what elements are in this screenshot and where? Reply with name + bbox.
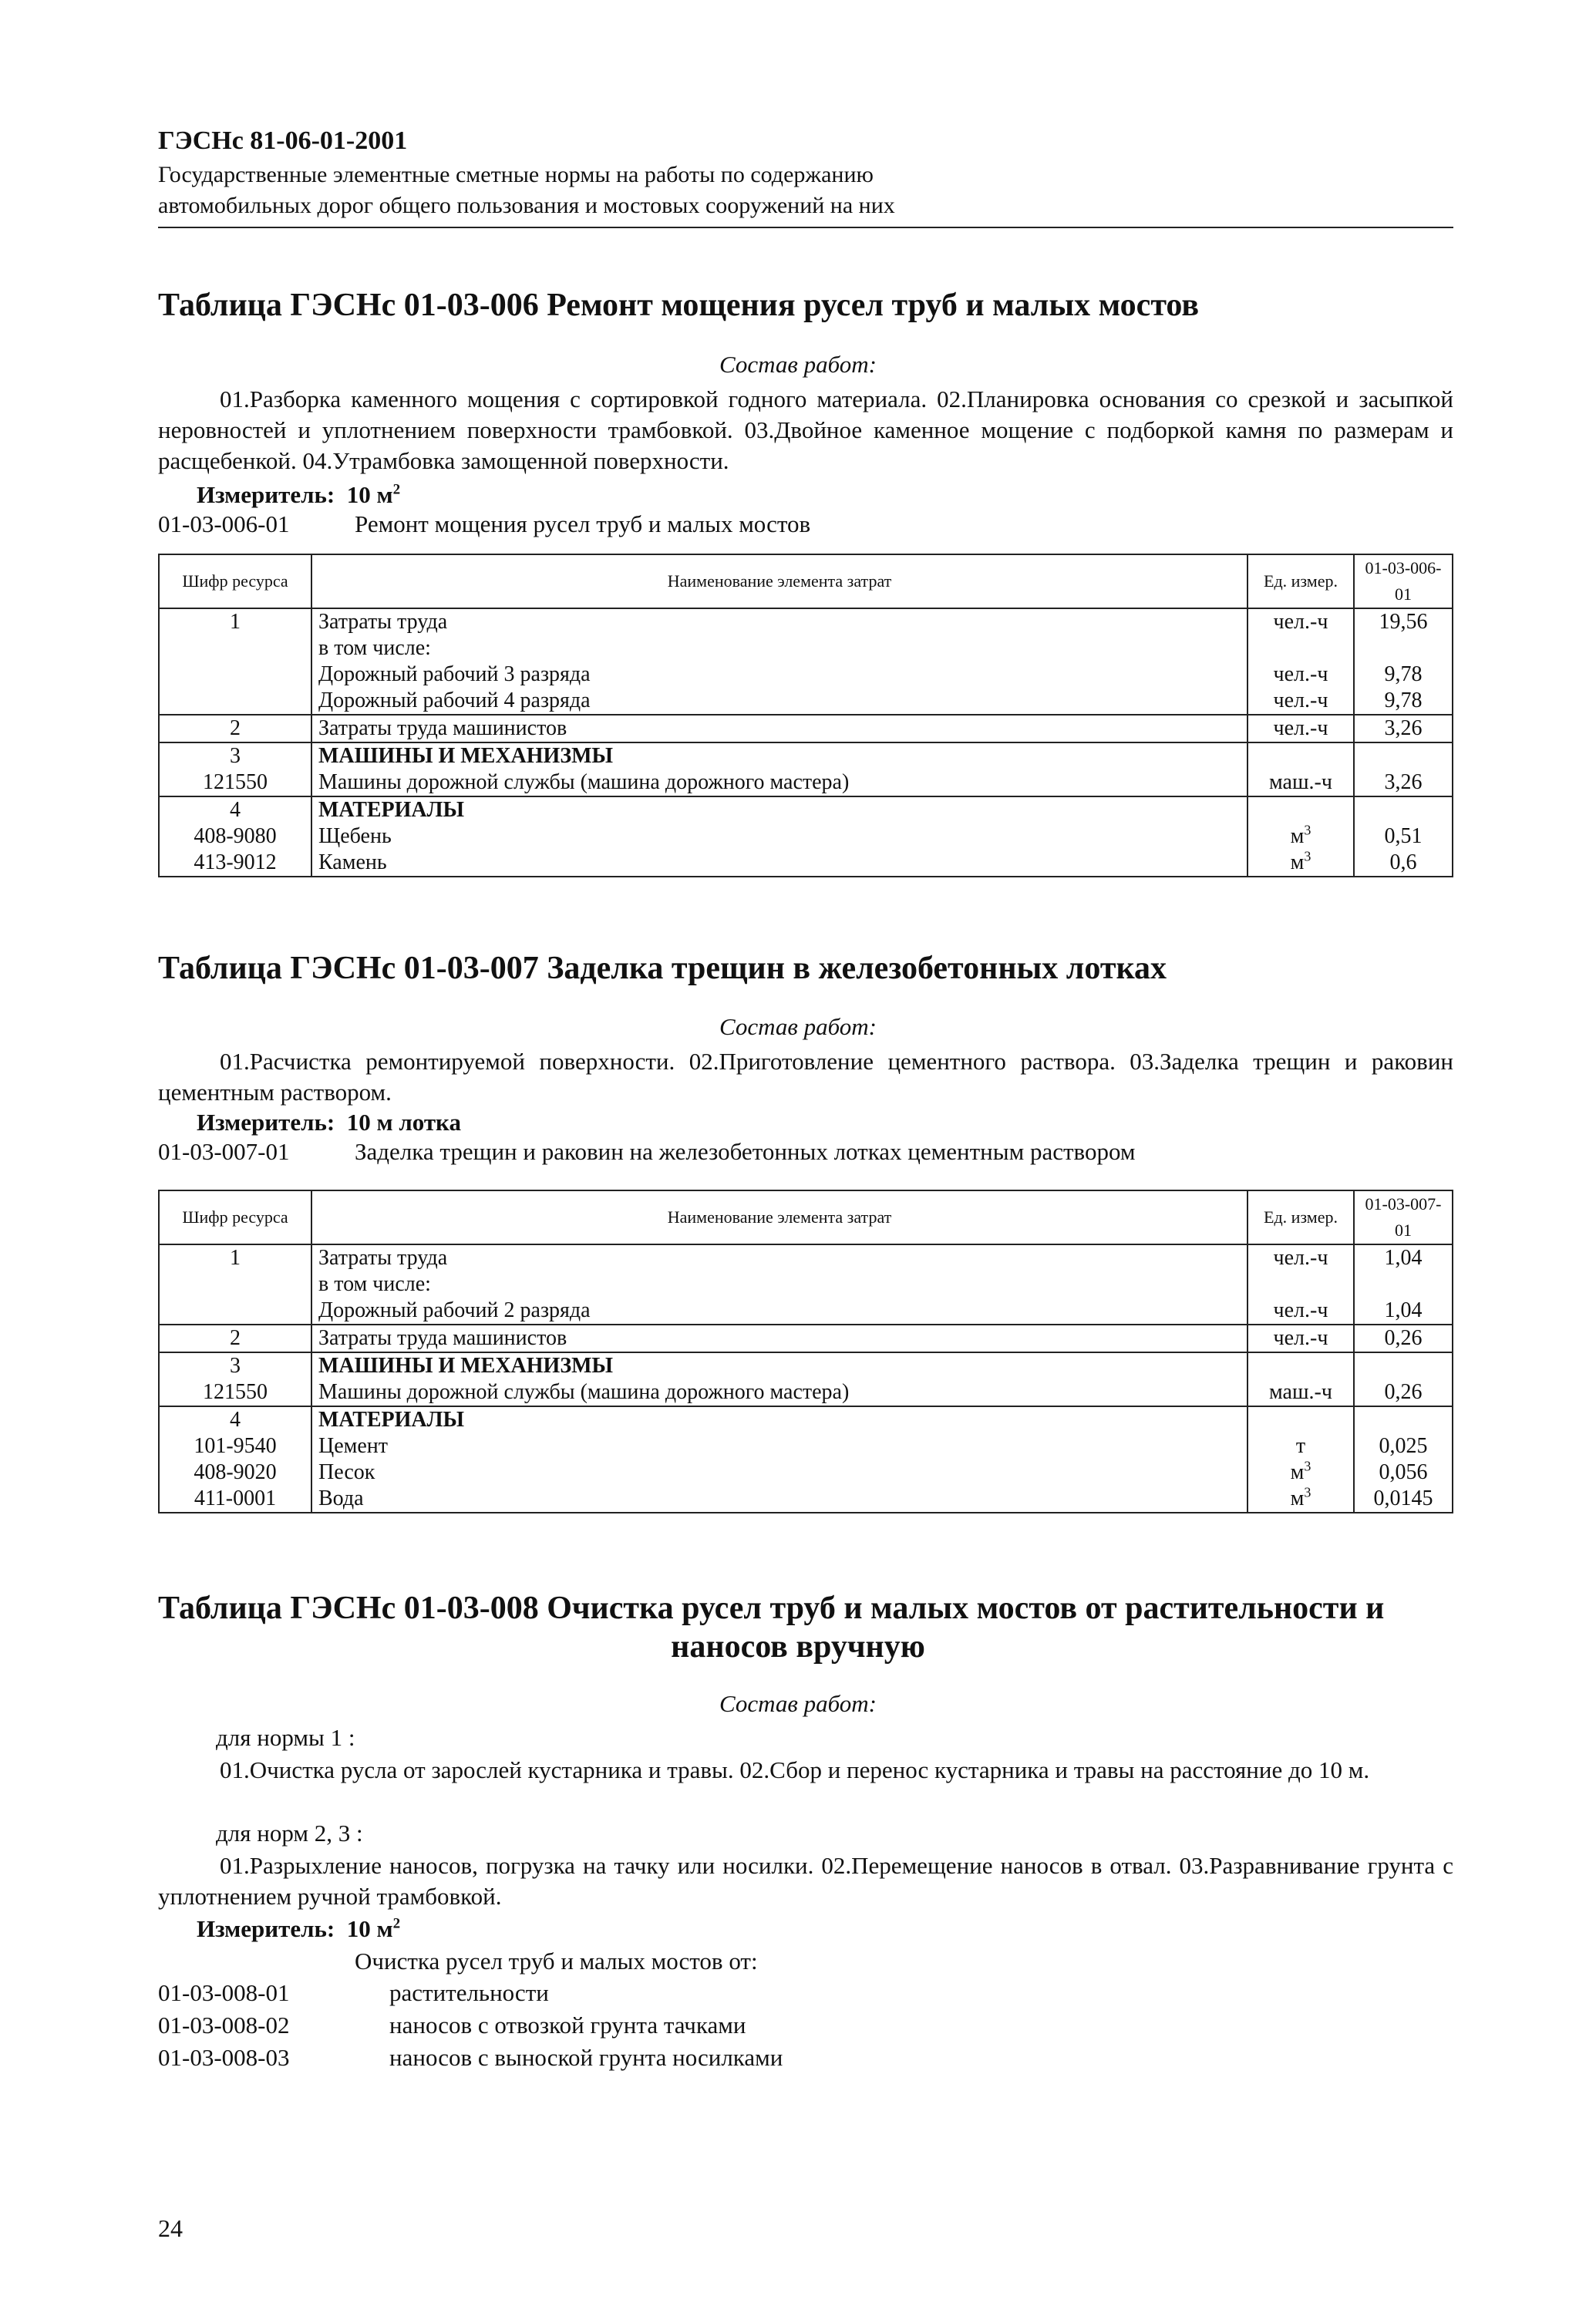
page-number: 24 (158, 2214, 183, 2242)
table-row: 411-0001 Вода $м^3$ 0,0145 (159, 1486, 1453, 1513)
table-006-norm-line (158, 510, 810, 538)
norm-code: 01-03-007-01 (158, 1138, 290, 1165)
table-007-measure: Измеритель: 10 м лотка (197, 1109, 461, 1136)
col-name-header: Наименование элемента затрат (311, 1190, 1248, 1244)
table-007-norm-line (158, 1138, 1135, 1166)
norm-name: Ремонт мощения русел труб и малых мостов (355, 510, 811, 537)
table-row: 1 Затраты труда чел.-ч 19,56 (159, 608, 1453, 635)
table-row: Дорожный рабочий 2 разряда чел.-ч 1,04 (159, 1298, 1453, 1325)
table-008-norm-list (158, 1977, 783, 2074)
col-value-header: 01-03-007-01 (1354, 1190, 1453, 1244)
norm-name: Заделка трещин и раковин на железобетонных лотках цементным раствором (355, 1138, 1136, 1165)
table-row: 101-9540 Цемент т 0,025 (159, 1433, 1453, 1460)
table-row: 408-9080 Щебень $м^3$ 0,51 (159, 823, 1453, 850)
table-row: 121550 Машины дорожной службы (машина дорожного мастера) маш.-ч 3,26 (159, 769, 1453, 796)
table-008-description-2: 01.Разрыхление наносов, погрузка на тачку или носилки. 02.Перемещение наносов в отвал. 03.Разравнивание грунта с уплотнением ручной трамбовкой. (158, 1852, 1453, 1910)
table-row: в том числе: (159, 635, 1453, 662)
table-row: в том числе: (159, 1271, 1453, 1298)
resource-table-007 (158, 1190, 1453, 1513)
table-row: 3 МАШИНЫ И МЕХАНИЗМЫ (159, 742, 1453, 769)
col-unit-header: Ед. измер. (1248, 1190, 1354, 1244)
table-008-for-norm-1: для нормы 1 : (216, 1724, 355, 1751)
table-row: 4 МАТЕРИАЛЫ (159, 796, 1453, 823)
table-006-description: 01.Разборка каменного мощения с сортировкой годного материала. 02.Планировка основания со срезкой и засыпкой неровностей и уплотнением поверхности трамбовкой. 03.Двойное каменное мощение с подборкой камня по размерам и расщебенкой. 04.Утрамбовка замощенной поверхности. (158, 386, 1453, 474)
table-006-sostav: Состав работ: (719, 351, 877, 378)
list-item: 01-03-008-03 наносов с выноской грунта носилками (158, 2044, 783, 2071)
col-value-header: 01-03-006-01 (1354, 554, 1453, 608)
table-006-measure: Измеритель: 10 $м^2$ (197, 481, 401, 508)
table-007-sostav: Состав работ: (719, 1013, 877, 1040)
table-row: 408-9020 Песок $м^3$ 0,056 (159, 1460, 1453, 1486)
table-row: 4 МАТЕРИАЛЫ (159, 1406, 1453, 1433)
table-008-for-norms-2-3: для норм 2, 3 : (216, 1820, 363, 1847)
document-code: ГЭСНс 81-06-01-2001 (158, 126, 408, 155)
table-row: 1 Затраты труда чел.-ч 1,04 (159, 1244, 1453, 1271)
table-008-sostav: Состав работ: (719, 1690, 877, 1717)
table-row: 413-9012 Камень $м^3$ 0,6 (159, 850, 1453, 877)
table-008-list-heading: Очистка русел труб и малых мостов от: (355, 1948, 758, 1975)
table-row: Дорожный рабочий 3 разряда чел.-ч 9,78 (159, 662, 1453, 688)
table-008-title-line-2: наносов вручную (671, 1629, 925, 1665)
table-row: 2 Затраты труда машинистов чел.-ч 3,26 (159, 715, 1453, 742)
table-008-description-1: 01.Очистка русла от зарослей кустарника и травы. 02.Сбор и перенос кустарника и травы на расстояние до 10 м. (220, 1756, 1370, 1783)
header-divider (158, 227, 1453, 228)
table-007-description: 01.Расчистка ремонтируемой поверхности. 02.Приготовление цементного раствора. 03.Заделка трещин и раковин цементным раствором. (158, 1048, 1453, 1106)
col-unit-header: Ед. измер. (1248, 554, 1354, 608)
document-title-line-1: Государственные элементные сметные нормы на работы по содержанию (158, 162, 874, 187)
table-row: 121550 Машины дорожной службы (машина дорожного мастера) маш.-ч 0,26 (159, 1379, 1453, 1406)
resource-table-006 (158, 554, 1453, 877)
table-row: Дорожный рабочий 4 разряда чел.-ч 9,78 (159, 688, 1453, 715)
table-008-title-line-1: Таблица ГЭСНс 01-03-008 Очистка русел труб и малых мостов от растительности и (158, 1591, 1385, 1626)
table-row: 3 МАШИНЫ И МЕХАНИЗМЫ (159, 1352, 1453, 1379)
table-006-title: Таблица ГЭСНс 01-03-006 Ремонт мощения русел труб и малых мостов (158, 288, 1200, 323)
list-item: 01-03-008-02 наносов с отвозкой грунта тачками (158, 2012, 746, 2039)
col-code-header: Шифр ресурса (159, 1190, 311, 1244)
norm-code: 01-03-006-01 (158, 510, 290, 537)
table-008-measure: Измеритель: 10 $м^2$ (197, 1915, 401, 1942)
document-title-line-2: автомобильных дорог общего пользования и мостовых сооружений на них (158, 193, 895, 218)
list-item: 01-03-008-01 растительности (158, 1979, 549, 2006)
col-code-header: Шифр ресурса (159, 554, 311, 608)
col-name-header: Наименование элемента затрат (311, 554, 1248, 608)
table-row: 2 Затраты труда машинистов чел.-ч 0,26 (159, 1325, 1453, 1352)
table-007-title: Таблица ГЭСНс 01-03-007 Заделка трещин в железобетонных лотках (158, 951, 1167, 986)
